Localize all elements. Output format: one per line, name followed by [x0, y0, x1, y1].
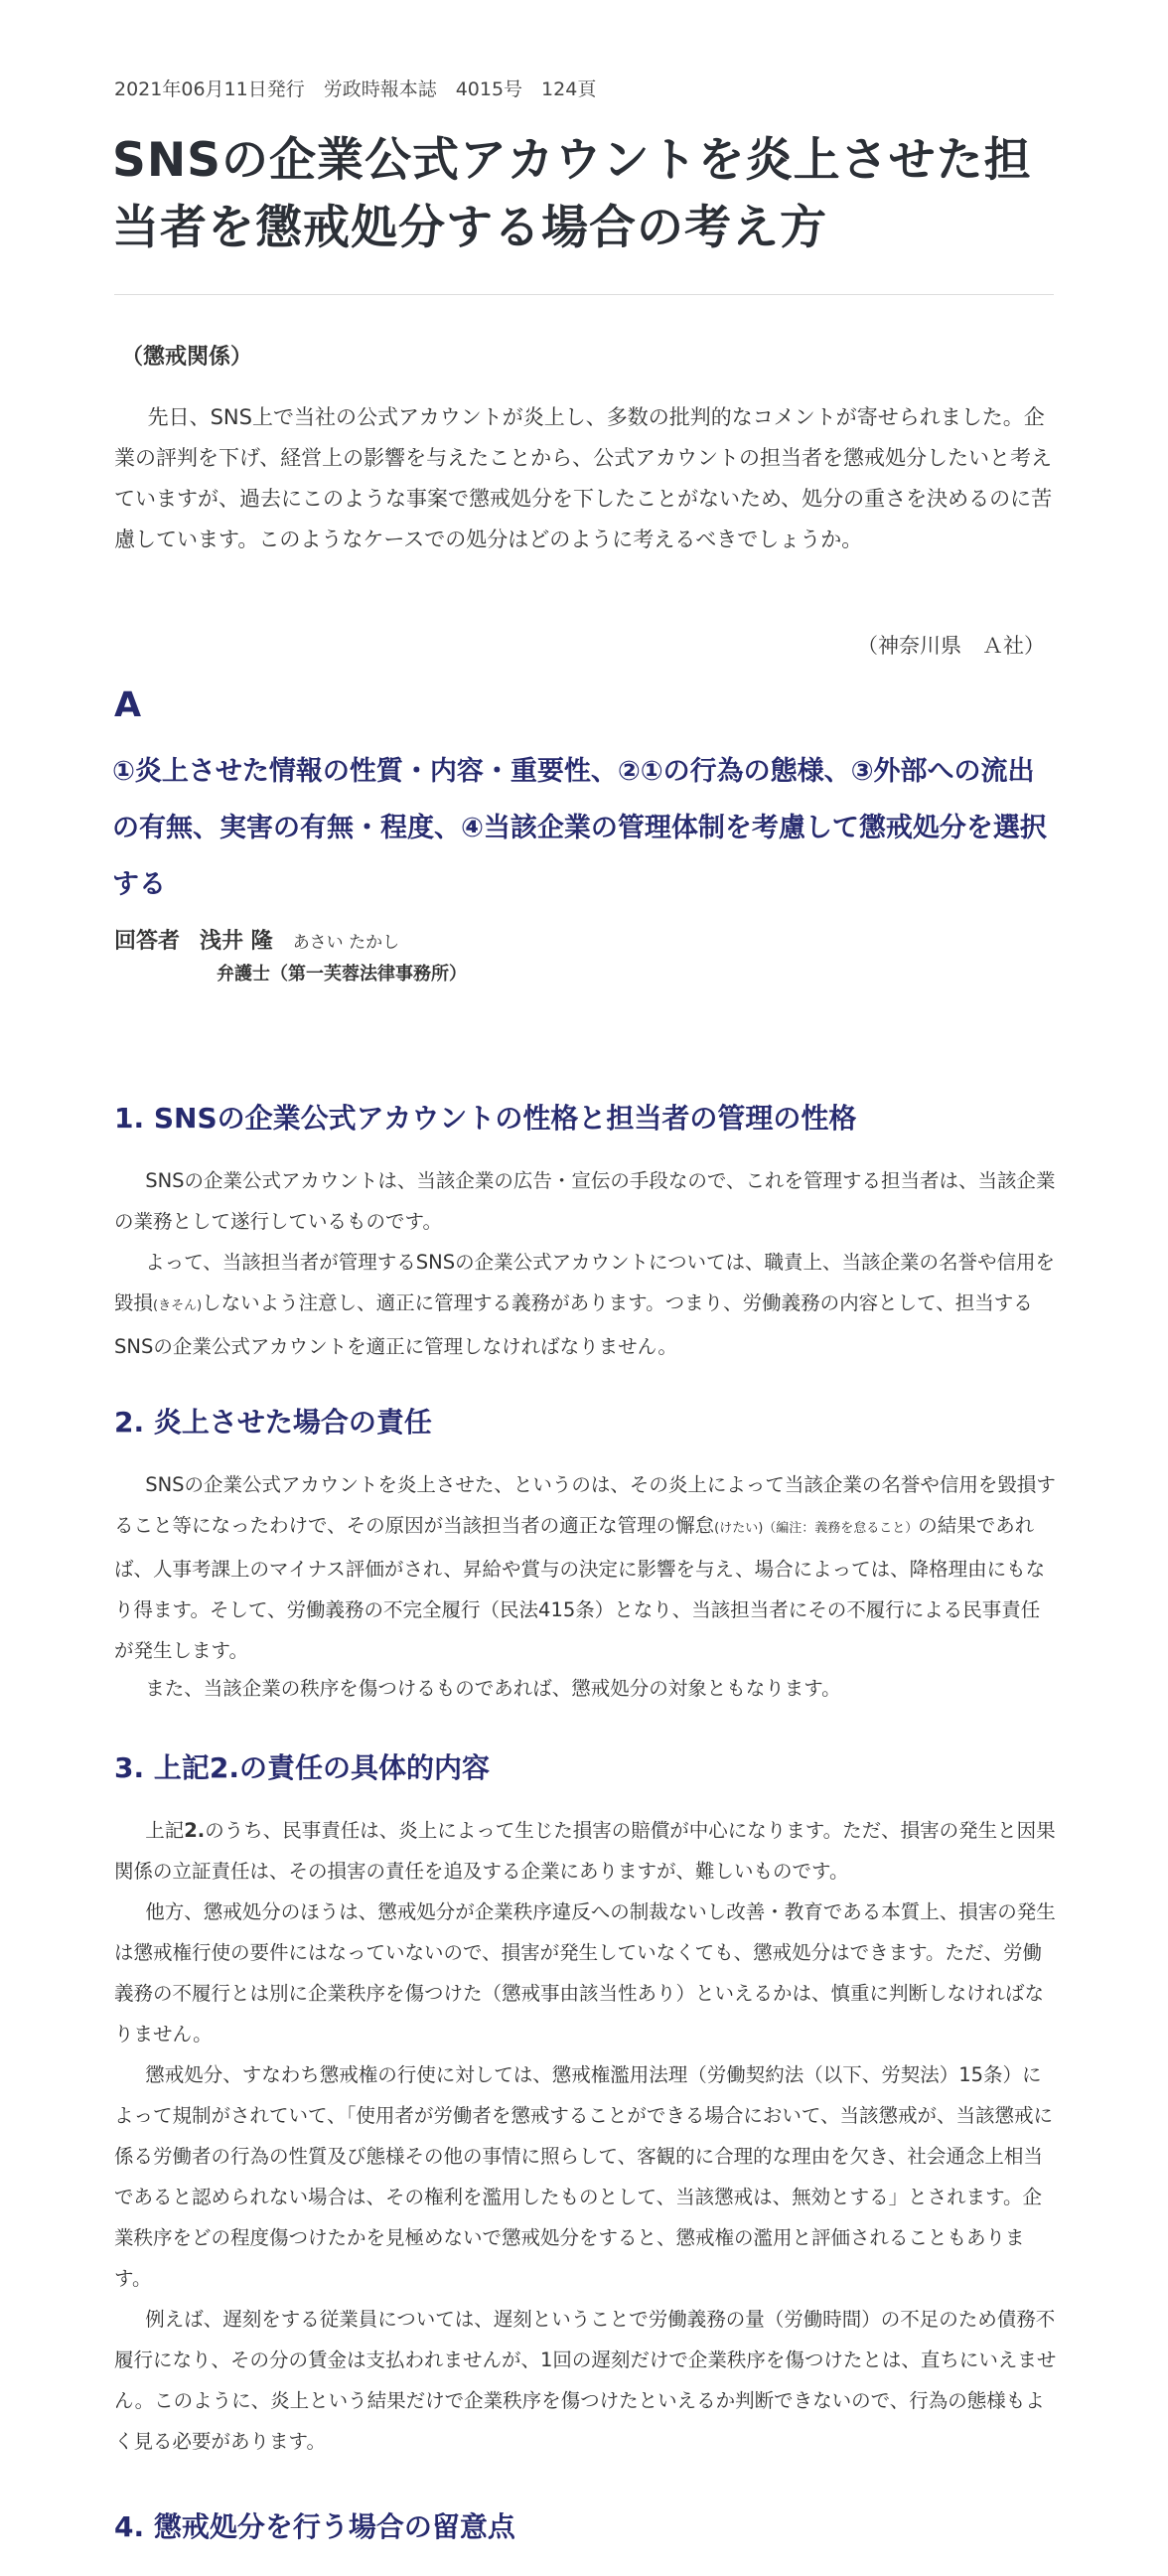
editor-note: （編注：義務を怠ること） [763, 1521, 919, 1536]
respondent-name: 浅井 隆 [200, 929, 273, 954]
section-3-paragraph-2: 他方、懲戒処分のほうは、懲戒処分が企業秩序違反への制裁ないし改善・教育である本質上、損害の発生は懲戒権行使の要件にはなっていないので、損害が発生していなくても、懲戒処分はできます。ただ、労働義務の不履行とは別に企業秩序を傷つけた（懲戒事由該当性あり）といえるかは、慎重に判断しなければなりません。 [114, 1900, 1056, 2046]
section-1-paragraph-1: SNSの企業公式アカウントは、当該企業の広告・宣伝の手段なので、これを管理する担当者は、当該企業の業務として遂行しているものです。 [114, 1169, 1056, 1233]
ruby-kison: (きそん) [153, 1298, 203, 1313]
title-divider [114, 294, 1054, 295]
asker-info: （神奈川県 Ａ社） [857, 634, 1045, 658]
respondent-affiliation: 弁護士（第一芙蓉法律事務所） [217, 964, 467, 985]
answer-summary: ①炎上させた情報の性質・内容・重要性、②①の行為の態様、③外部への流出の有無、実害の有無・程度、④当該企業の管理体制を考慮して懲戒処分を選択する [112, 756, 1047, 900]
section-2-paragraph-1: SNSの企業公式アカウントを炎上させた、というのは、その炎上によって当該企業の名誉や信用を毀損すること等になったわけで、その原因が当該担当者の適正な管理の懈怠(けたい)（編注：義務を怠ること）の結果であれば、人事考課上のマイナス評価がされ、昇給や賞与の決定に影響を与え、場合によっては、降格理由にもなり得ます。そして、労働義務の不完全履行（民法415条）となり、当該担当者にその不履行による民事責任が発生します。 [114, 1473, 1056, 1662]
publication-meta: 2021年06月11日発行 労政時報本誌 4015号 124頁 [114, 78, 597, 100]
respondent-reading: あさい たかし [292, 933, 400, 953]
ruby-ketai: (けたい) [714, 1521, 764, 1536]
answer-label: A [114, 685, 142, 725]
section-3-paragraph-4: 例えば、遅刻をする従業員については、遅刻ということで労働義務の量（労働時間）の不足のため債務不履行になり、その分の賃金は支払われませんが、1回の遅刻だけで企業秩序を傷つけたとは、直ちにいえません。このように、炎上という結果だけで企業秩序を傷つけたといえるか判断できないので、行為の態様もよく見る必要があります。 [114, 2308, 1057, 2453]
category-label: （懲戒関係） [121, 345, 253, 370]
section-1-paragraph-2: よって、当該担当者が管理するSNSの企業公式アカウントについては、職責上、当該企業の名誉や信用を毀損(きそん)しないよう注意し、適正に管理する義務があります。つまり、労働義務の内容として、担当するSNSの企業公式アカウントを適正に管理しなければなりません。 [114, 1251, 1056, 1358]
section-4-heading: 4. 懲戒処分を行う場合の留意点 [114, 2510, 515, 2543]
section-2-paragraph-2: また、当該企業の秩序を傷つけるものであれば、懲戒処分の対象ともなります。 [145, 1677, 841, 1700]
respondent [114, 924, 399, 955]
article-title: SNSの企業公式アカウントを炎上させた担当者を懲戒処分する場合の考え方 [112, 133, 1032, 255]
question-text: 先日、SNS上で当社の公式アカウントが炎上し、多数の批判的なコメントが寄せられました。企業の評判を下げ、経営上の影響を与えたことから、公式アカウントの担当者を懲戒処分したいと考えていますが、過去にこのような事案で懲戒処分を下したことがないため、処分の重さを決めるのに苦慮しています。このようなケースでの処分はどのように考えるべきでしょうか。 [114, 405, 1053, 551]
respondent-label: 回答者 [114, 929, 181, 954]
section-1-heading: 1. SNSの企業公式アカウントの性格と担当者の管理の性格 [114, 1102, 857, 1135]
section-2-heading: 2. 炎上させた場合の責任 [114, 1406, 432, 1439]
section-3-paragraph-3: 懲戒処分、すなわち懲戒権の行使に対しては、懲戒権濫用法理（労働契約法（以下、労契法）15条）によって規制がされていて、「使用者が労働者を懲戒することができる場合において、当該懲戒が、当該懲戒に係る労働者の行為の性質及び態様その他の事情に照らして、客観的に合理的な理由を欠き、社会通念上相当であると認められない場合は、その権利を濫用したものとして、当該懲戒は、無効とする」とされます。企業秩序をどの程度傷つけたかを見極めないで懲戒処分をすると、懲戒権の濫用と評価されることもあります。 [114, 2063, 1053, 2290]
section-3-heading: 3. 上記2.の責任の具体的内容 [114, 1751, 490, 1784]
section-3-paragraph-1: 上記2.のうち、民事責任は、炎上によって生じた損害の賠償が中心になります。ただ、損害の発生と因果関係の立証責任は、その損害の責任を追及する企業にありますが、難しいものです。 [114, 1819, 1056, 1883]
